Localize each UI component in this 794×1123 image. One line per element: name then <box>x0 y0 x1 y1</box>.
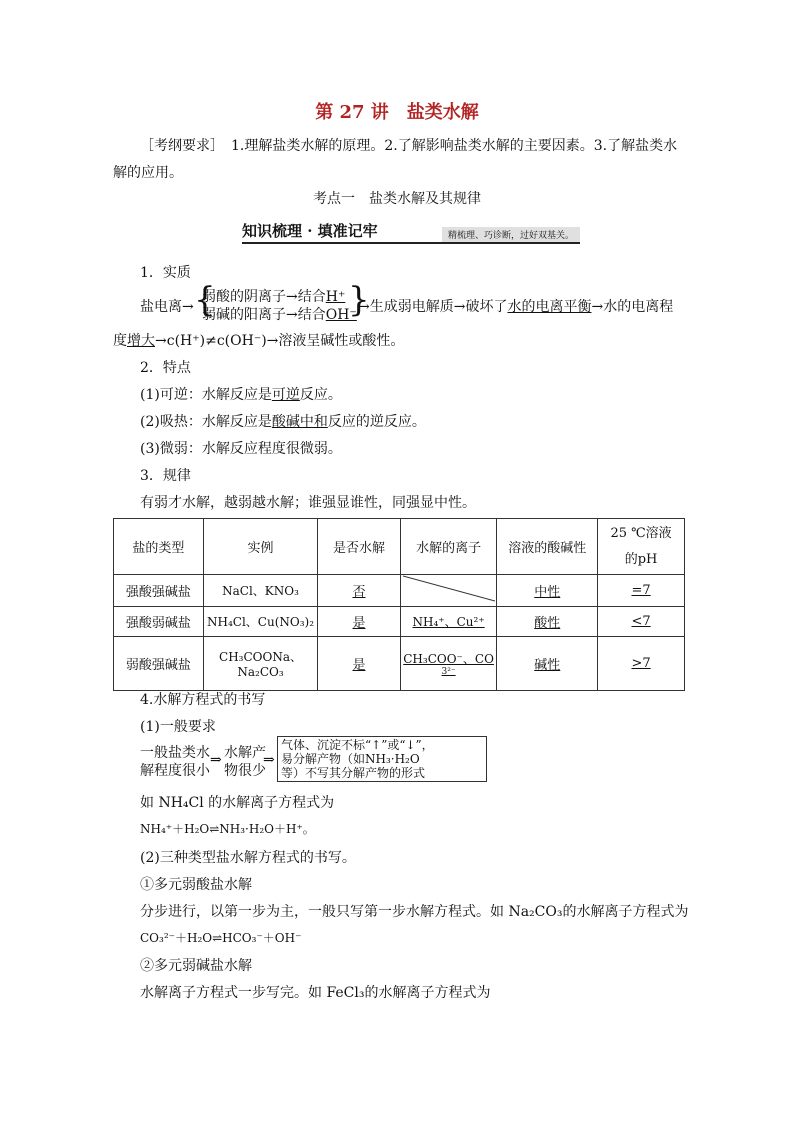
left-brace-icon: { <box>194 280 216 320</box>
flow-b-line-2: 物很少 <box>224 763 266 779</box>
rules-text: 有弱才水解，越弱越水解；谁强显谁性，同强显中性。 <box>140 495 476 511</box>
feature-endothermic <box>140 411 426 431</box>
endothermic-post: 反应的逆反应。 <box>327 414 426 430</box>
cell-hydrolyze: 是 <box>318 607 401 637</box>
cell-ions: NH₄⁺、Cu²⁺ <box>400 607 497 637</box>
box-line-1: 气体、沉淀不标“↑”或“↓”， <box>281 738 434 752</box>
section-banner <box>242 220 580 244</box>
cell-ph: >7 <box>598 637 685 691</box>
essence-heading: 1．实质 <box>140 265 191 281</box>
requirement-box <box>277 736 487 782</box>
table-header: 水解的离子 <box>400 519 497 575</box>
syllabus-line-1: ［考纲要求］ 1.理解盐类水解的原理。2.了解影响盐类水解的主要因素。3.了解盐类水 <box>140 138 678 154</box>
three-types-heading: (2)三种类型盐水解方程式的书写。 <box>140 850 356 866</box>
cell-type: 强酸强碱盐 <box>114 575 204 607</box>
banner-tag: 知识梳理 · 填准记牢 <box>242 222 378 240</box>
table-header: 盐的类型 <box>114 519 204 575</box>
table-header-ph <box>598 519 685 575</box>
poly-acid-text: 分步进行，以第一步为主，一般只写第一步水解方程式。如 Na₂CO₃的水解离子方程式为 <box>140 904 689 920</box>
table-header: 实例 <box>203 519 317 575</box>
blank-water-balance: 水的电离平衡 <box>507 299 592 315</box>
cell-ph: <7 <box>598 607 685 637</box>
diagonal-slash-icon <box>403 575 495 602</box>
poly-base-heading: ②多元弱碱盐水解 <box>140 958 252 974</box>
essence-branch-1 <box>202 286 345 306</box>
hydrolysis-rules-table <box>113 518 685 691</box>
cell-hydrolyze: 是 <box>318 637 401 691</box>
flow-step-a <box>140 744 210 780</box>
branch-1-text: 弱酸的阴离子→结合 <box>202 289 326 305</box>
essence-branch-2 <box>202 304 357 324</box>
blank-increase: 增大 <box>127 333 155 349</box>
essence-result <box>358 296 673 316</box>
branch-2-blank: OH⁻ <box>325 307 357 323</box>
poly-acid-heading: ①多元弱酸盐水解 <box>140 877 252 893</box>
cell-hydrolyze: 否 <box>318 575 401 607</box>
essence-line2-post: →c(H⁺)≠c(OH⁻)→溶液呈碱性或酸性。 <box>155 333 405 349</box>
rules-heading: 3．规律 <box>140 468 191 484</box>
right-brace-icon: } <box>348 280 370 320</box>
table-header-row <box>114 519 685 575</box>
table-row <box>114 637 685 691</box>
cell-ions <box>400 637 497 691</box>
essence-after-balance: →水的电离程 <box>591 299 674 315</box>
flow-arrow-2-icon: ⇒ <box>263 752 275 768</box>
table-header: 是否水解 <box>318 519 401 575</box>
table-row <box>114 607 685 637</box>
feature-reversible <box>140 384 342 404</box>
essence-line-2 <box>113 330 404 350</box>
endothermic-pre: (2)吸热：水解反应是 <box>140 414 272 430</box>
ions-line-1: CH₃COO⁻、CO <box>403 652 494 666</box>
page-title: 第 27 讲 盐类水解 <box>315 102 479 123</box>
general-requirement: (1)一般要求 <box>140 719 216 735</box>
flow-b-line-1: 水解产 <box>224 745 266 761</box>
flow-step-b <box>224 744 266 780</box>
syllabus-line-2: 解的应用。 <box>113 165 183 181</box>
features-heading: 2．特点 <box>140 360 191 376</box>
banner-slogan: 精梳理、巧诊断，过好双基关。 <box>442 227 580 242</box>
ions-line-2: 3²⁻ <box>441 667 456 677</box>
cell-acidity: 碱性 <box>497 637 598 691</box>
cell-example: NH₄Cl、Cu(NO₃)₂ <box>203 607 317 637</box>
flow-a-line-2: 解程度很小 <box>140 763 210 779</box>
nh4cl-intro: 如 NH₄Cl 的水解离子方程式为 <box>140 795 335 811</box>
cell-example: NaCl、KNO₃ <box>203 575 317 607</box>
flow-a-line-1: 一般盐类水 <box>140 745 210 761</box>
cell-type: 强酸弱碱盐 <box>114 607 204 637</box>
table-row <box>114 575 685 607</box>
banner-rule <box>242 242 580 244</box>
essence-start: 盐电离→ <box>140 299 194 315</box>
cell-type: 弱酸强碱盐 <box>114 637 204 691</box>
table-header: 溶液的酸碱性 <box>497 519 598 575</box>
cell-acidity: 中性 <box>497 575 598 607</box>
ph-header-line-2: 的pH <box>624 551 658 567</box>
reversible-post: 反应。 <box>299 387 342 403</box>
box-line-3: 等）不写其分解产物的形式 <box>281 766 426 780</box>
branch-1-blank: H⁺ <box>325 289 346 305</box>
cell-ions-empty <box>400 575 497 607</box>
endothermic-blank: 酸碱中和 <box>271 414 328 430</box>
reversible-blank: 可逆 <box>271 387 300 403</box>
reversible-pre: (1)可逆：水解反应是 <box>140 387 272 403</box>
poly-base-text: 水解离子方程式一步写完。如 FeCl₃的水解离子方程式为 <box>140 985 491 1001</box>
branch-2-text: 弱碱的阳离子→结合 <box>202 307 326 323</box>
essence-after-brace: →生成弱电解质→破坏了 <box>358 299 508 315</box>
co3-equation: CO₃²⁻＋H₂O⇌HCO₃⁻＋OH⁻ <box>140 931 302 945</box>
essence-line2-pre: 度 <box>113 333 127 349</box>
cell-ph: =7 <box>598 575 685 607</box>
box-line-2: 易分解产物（如NH₃·H₂O <box>281 752 420 766</box>
feature-weak: (3)微弱：水解反应程度很微弱。 <box>140 441 342 457</box>
flow-arrow-1-icon: ⇒ <box>210 752 222 768</box>
equations-heading: 4.水解方程式的书写 <box>140 692 266 708</box>
cell-example: CH₃COONa、Na₂CO₃ <box>203 637 317 691</box>
nh4cl-equation: NH₄⁺＋H₂O⇌NH₃·H₂O＋H⁺。 <box>140 822 315 836</box>
ph-header-line-1: 25 ℃溶液 <box>610 525 672 541</box>
section-heading: 考点一 盐类水解及其规律 <box>313 191 481 207</box>
cell-acidity: 酸性 <box>497 607 598 637</box>
